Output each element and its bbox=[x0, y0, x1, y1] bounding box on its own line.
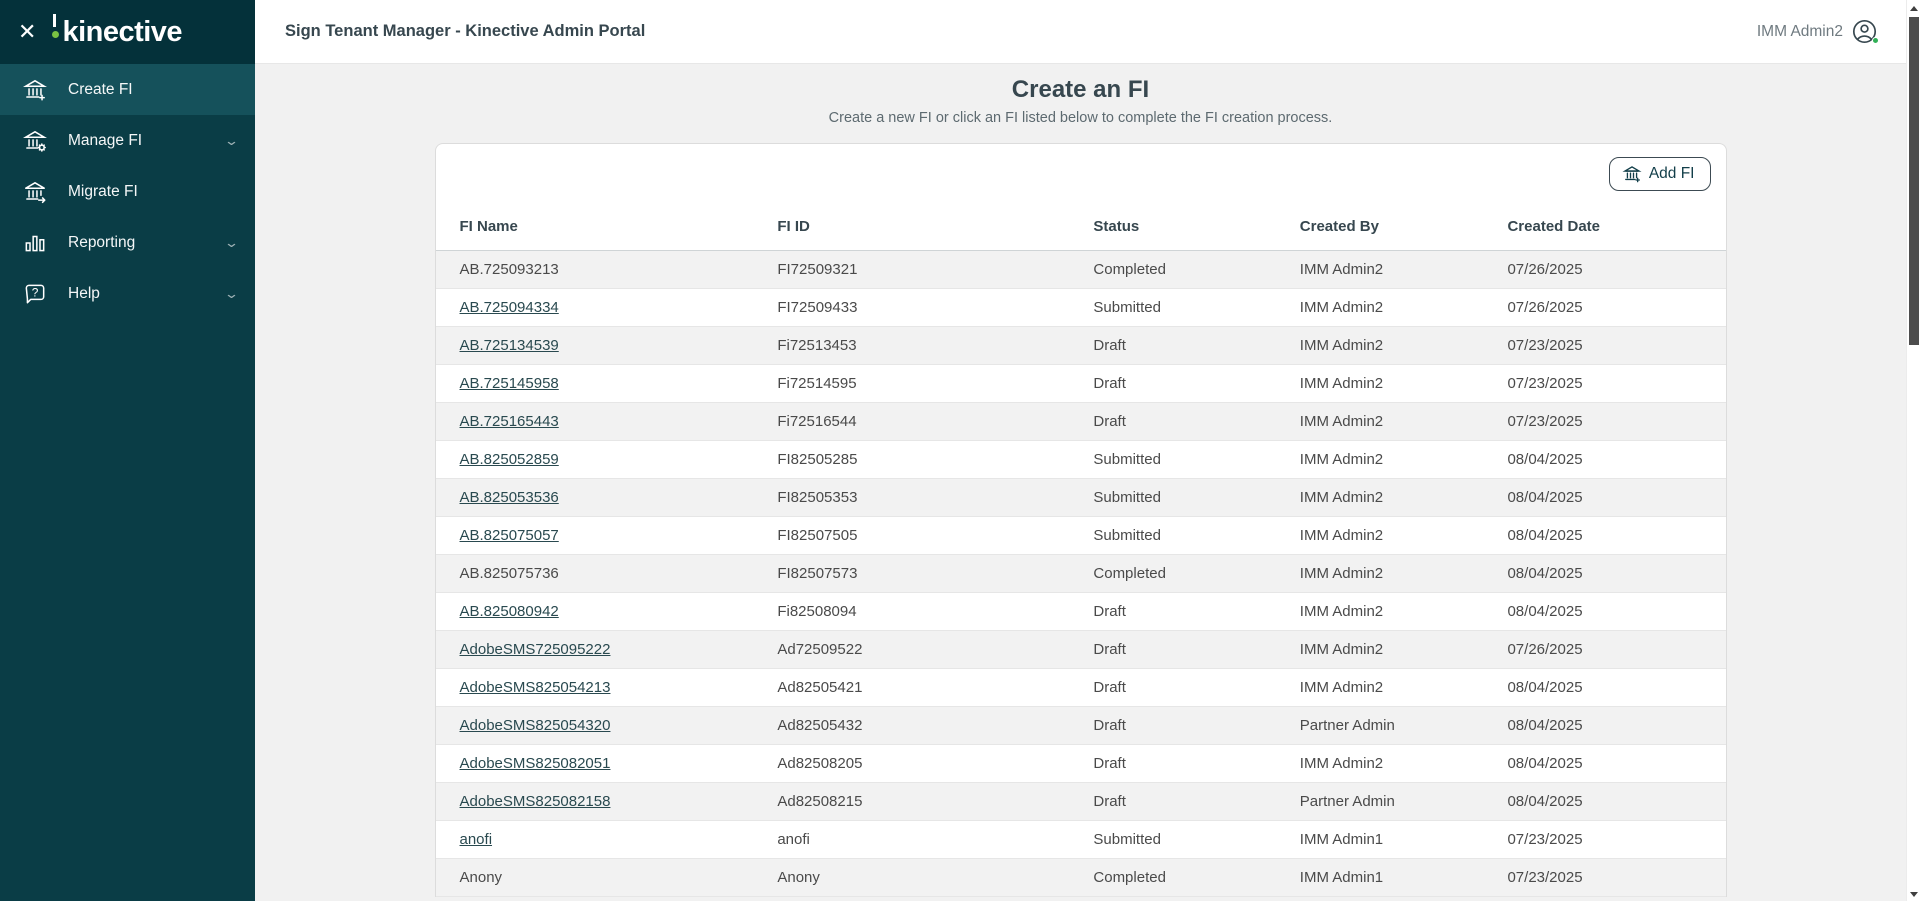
created-date-cell: 08/04/2025 bbox=[1507, 593, 1725, 631]
table-row bbox=[436, 631, 1726, 669]
status-cell: Submitted bbox=[1093, 821, 1299, 859]
table-row bbox=[436, 517, 1726, 555]
status-cell: Draft bbox=[1093, 365, 1299, 403]
table-row bbox=[436, 783, 1726, 821]
created-date-cell: 07/26/2025 bbox=[1507, 251, 1725, 289]
fi-name-link[interactable]: AdobeSMS725095222 bbox=[459, 641, 611, 658]
table-row bbox=[436, 251, 1726, 289]
created-by-cell: IMM Admin2 bbox=[1300, 365, 1508, 403]
table-row bbox=[436, 365, 1726, 403]
sidebar-item-reporting[interactable] bbox=[0, 217, 255, 268]
table-row bbox=[436, 479, 1726, 517]
fi-name-text: AB.725093213 bbox=[459, 261, 559, 278]
status-cell: Submitted bbox=[1093, 289, 1299, 327]
main-content bbox=[255, 64, 1906, 901]
fi-name-link[interactable]: AB.725145958 bbox=[459, 375, 559, 392]
fi-id-cell: FI72509433 bbox=[777, 289, 1093, 327]
created-date-cell: 08/04/2025 bbox=[1507, 517, 1725, 555]
table-header-row bbox=[436, 203, 1726, 251]
status-cell: Submitted bbox=[1093, 441, 1299, 479]
status-cell: Draft bbox=[1093, 745, 1299, 783]
fi-id-cell: Fi72514595 bbox=[777, 365, 1093, 403]
fi-id-cell: Fi72513453 bbox=[777, 327, 1093, 365]
topbar bbox=[255, 0, 1920, 64]
fi-id-cell: Ad82508215 bbox=[777, 783, 1093, 821]
fi-id-cell: Ad82508205 bbox=[777, 745, 1093, 783]
bank-gear-icon bbox=[22, 128, 48, 154]
scrollbar-thumb[interactable] bbox=[1909, 17, 1919, 345]
add-fi-button[interactable] bbox=[1609, 157, 1711, 191]
created-by-cell: IMM Admin2 bbox=[1300, 403, 1508, 441]
close-icon[interactable]: ✕ bbox=[18, 19, 37, 44]
fi-name-link[interactable]: AdobeSMS825082158 bbox=[459, 793, 611, 810]
created-date-cell: 07/23/2025 bbox=[1507, 403, 1725, 441]
sidebar-item-label: Help bbox=[68, 284, 100, 302]
fi-id-cell: Ad82505432 bbox=[777, 707, 1093, 745]
table-row bbox=[436, 555, 1726, 593]
user-name: IMM Admin2 bbox=[1756, 22, 1843, 40]
fi-name-link[interactable]: AB.825053536 bbox=[459, 489, 559, 506]
table-row bbox=[436, 403, 1726, 441]
fi-name-link[interactable]: AB.825052859 bbox=[459, 451, 559, 468]
chevron-down-icon: ⌄ bbox=[223, 234, 240, 250]
page-subtitle: Create a new FI or click an FI listed below to complete the FI creation process. bbox=[828, 110, 1333, 126]
created-by-cell: IMM Admin1 bbox=[1300, 859, 1508, 897]
fi-name-link[interactable]: AdobeSMS825054213 bbox=[459, 679, 611, 696]
status-cell: Draft bbox=[1093, 593, 1299, 631]
app-title: Sign Tenant Manager - Kinective Admin Portal bbox=[285, 22, 646, 40]
created-date-cell: 08/04/2025 bbox=[1507, 441, 1725, 479]
status-cell: Draft bbox=[1093, 669, 1299, 707]
table-row bbox=[436, 327, 1726, 365]
svg-text:?: ? bbox=[31, 284, 39, 299]
status-cell: Completed bbox=[1093, 859, 1299, 897]
fi-name-link[interactable]: AB.825075057 bbox=[459, 527, 559, 544]
table-row bbox=[436, 593, 1726, 631]
fi-id-cell: Ad82505421 bbox=[777, 669, 1093, 707]
status-cell: Submitted bbox=[1093, 517, 1299, 555]
created-date-cell: 08/04/2025 bbox=[1507, 707, 1725, 745]
fi-id-cell: Fi72516544 bbox=[777, 403, 1093, 441]
sidebar-item-label: Migrate FI bbox=[68, 182, 138, 200]
help-bubble-icon bbox=[22, 281, 48, 307]
fi-id-cell: FI82507505 bbox=[777, 517, 1093, 555]
sidebar-item-label: Manage FI bbox=[68, 131, 143, 149]
bank-arrow-icon bbox=[22, 179, 48, 205]
created-date-cell: 08/04/2025 bbox=[1507, 745, 1725, 783]
add-fi-button-label: Add FI bbox=[1648, 165, 1695, 182]
fi-table-body bbox=[436, 251, 1726, 897]
user-menu[interactable] bbox=[1757, 18, 1878, 45]
created-date-cell: 08/04/2025 bbox=[1507, 783, 1725, 821]
vertical-scrollbar[interactable] bbox=[1906, 0, 1920, 901]
fi-name-link[interactable]: AB.725094334 bbox=[459, 299, 559, 316]
status-cell: Draft bbox=[1093, 707, 1299, 745]
created-date-cell: 07/26/2025 bbox=[1507, 289, 1725, 327]
created-date-cell: 07/23/2025 bbox=[1507, 327, 1725, 365]
fi-name-link[interactable]: AB.725165443 bbox=[459, 413, 559, 430]
chevron-down-icon: ⌄ bbox=[223, 285, 240, 301]
created-by-cell: IMM Admin2 bbox=[1300, 669, 1508, 707]
created-date-cell: 08/04/2025 bbox=[1507, 555, 1725, 593]
created-by-cell: IMM Admin2 bbox=[1300, 517, 1508, 555]
status-cell: Draft bbox=[1093, 783, 1299, 821]
created-date-cell: 08/04/2025 bbox=[1507, 479, 1725, 517]
column-header-created-date: Created Date bbox=[1507, 203, 1725, 251]
created-date-cell: 07/23/2025 bbox=[1507, 821, 1725, 859]
fi-id-cell: Anony bbox=[777, 859, 1093, 897]
created-by-cell: IMM Admin2 bbox=[1300, 441, 1508, 479]
table-row bbox=[436, 821, 1726, 859]
table-row bbox=[436, 669, 1726, 707]
fi-name-link[interactable]: AB.825080942 bbox=[459, 603, 559, 620]
sidebar-item-manage-fi[interactable] bbox=[0, 115, 255, 166]
created-date-cell: 07/23/2025 bbox=[1507, 859, 1725, 897]
column-header-status: Status bbox=[1093, 203, 1299, 251]
page-title: Create an FI bbox=[1011, 76, 1150, 103]
scroll-up-arrow-icon[interactable] bbox=[1910, 6, 1918, 11]
created-by-cell: IMM Admin2 bbox=[1300, 251, 1508, 289]
online-status-dot bbox=[1872, 37, 1879, 44]
created-by-cell: IMM Admin2 bbox=[1300, 289, 1508, 327]
created-by-cell: Partner Admin bbox=[1300, 707, 1508, 745]
created-by-cell: IMM Admin2 bbox=[1300, 479, 1508, 517]
sidebar-header bbox=[0, 0, 255, 64]
fi-name-link[interactable]: AB.725134539 bbox=[459, 337, 559, 354]
created-date-cell: 07/26/2025 bbox=[1507, 631, 1725, 669]
created-by-cell: Partner Admin bbox=[1300, 783, 1508, 821]
column-header-fi-id: FI ID bbox=[777, 203, 1093, 251]
column-header-created-by: Created By bbox=[1300, 203, 1508, 251]
table-row bbox=[436, 707, 1726, 745]
fi-name-link[interactable]: AdobeSMS825054320 bbox=[459, 717, 611, 734]
status-cell: Draft bbox=[1093, 631, 1299, 669]
fi-id-cell: Ad72509522 bbox=[777, 631, 1093, 669]
card-toolbar bbox=[436, 144, 1726, 203]
bank-plus-icon bbox=[22, 77, 48, 103]
fi-table bbox=[436, 203, 1726, 897]
fi-name-text: Anony bbox=[459, 869, 503, 886]
fi-id-cell: FI82507573 bbox=[777, 555, 1093, 593]
bar-chart-icon bbox=[22, 230, 48, 256]
created-by-cell: IMM Admin2 bbox=[1300, 631, 1508, 669]
status-cell: Completed bbox=[1093, 251, 1299, 289]
fi-id-cell: Fi82508094 bbox=[777, 593, 1093, 631]
status-cell: Draft bbox=[1093, 403, 1299, 441]
sidebar bbox=[0, 0, 255, 901]
created-by-cell: IMM Admin2 bbox=[1300, 327, 1508, 365]
fi-id-cell: FI72509321 bbox=[777, 251, 1093, 289]
created-date-cell: 07/23/2025 bbox=[1507, 365, 1725, 403]
sidebar-nav bbox=[0, 64, 255, 319]
status-cell: Completed bbox=[1093, 555, 1299, 593]
fi-name-link[interactable]: anofi bbox=[459, 831, 493, 848]
table-row bbox=[436, 441, 1726, 479]
status-cell: Submitted bbox=[1093, 479, 1299, 517]
column-header-fi-name: FI Name bbox=[436, 203, 778, 251]
kinective-logo: kinective bbox=[52, 16, 182, 49]
bank-plus-icon bbox=[1622, 164, 1642, 184]
created-by-cell: IMM Admin1 bbox=[1300, 821, 1508, 859]
sidebar-item-label: Create FI bbox=[68, 80, 133, 98]
user-avatar-icon[interactable] bbox=[1851, 18, 1878, 45]
scroll-down-arrow-icon[interactable] bbox=[1910, 892, 1918, 897]
fi-list-card bbox=[435, 143, 1727, 897]
fi-id-cell: anofi bbox=[777, 821, 1093, 859]
sidebar-item-create-fi[interactable] bbox=[0, 64, 255, 115]
chevron-down-icon: ⌄ bbox=[223, 132, 240, 148]
created-date-cell: 08/04/2025 bbox=[1507, 669, 1725, 707]
sidebar-item-help[interactable] bbox=[0, 268, 255, 319]
created-by-cell: IMM Admin2 bbox=[1300, 555, 1508, 593]
created-by-cell: IMM Admin2 bbox=[1300, 593, 1508, 631]
sidebar-item-migrate-fi[interactable] bbox=[0, 166, 255, 217]
sidebar-item-label: Reporting bbox=[68, 233, 136, 251]
status-cell: Draft bbox=[1093, 327, 1299, 365]
created-by-cell: IMM Admin2 bbox=[1300, 745, 1508, 783]
fi-name-text: AB.825075736 bbox=[459, 565, 559, 582]
table-row bbox=[436, 289, 1726, 327]
fi-id-cell: FI82505353 bbox=[777, 479, 1093, 517]
fi-id-cell: FI82505285 bbox=[777, 441, 1093, 479]
table-row bbox=[436, 745, 1726, 783]
fi-name-link[interactable]: AdobeSMS825082051 bbox=[459, 755, 611, 772]
table-row bbox=[436, 859, 1726, 897]
